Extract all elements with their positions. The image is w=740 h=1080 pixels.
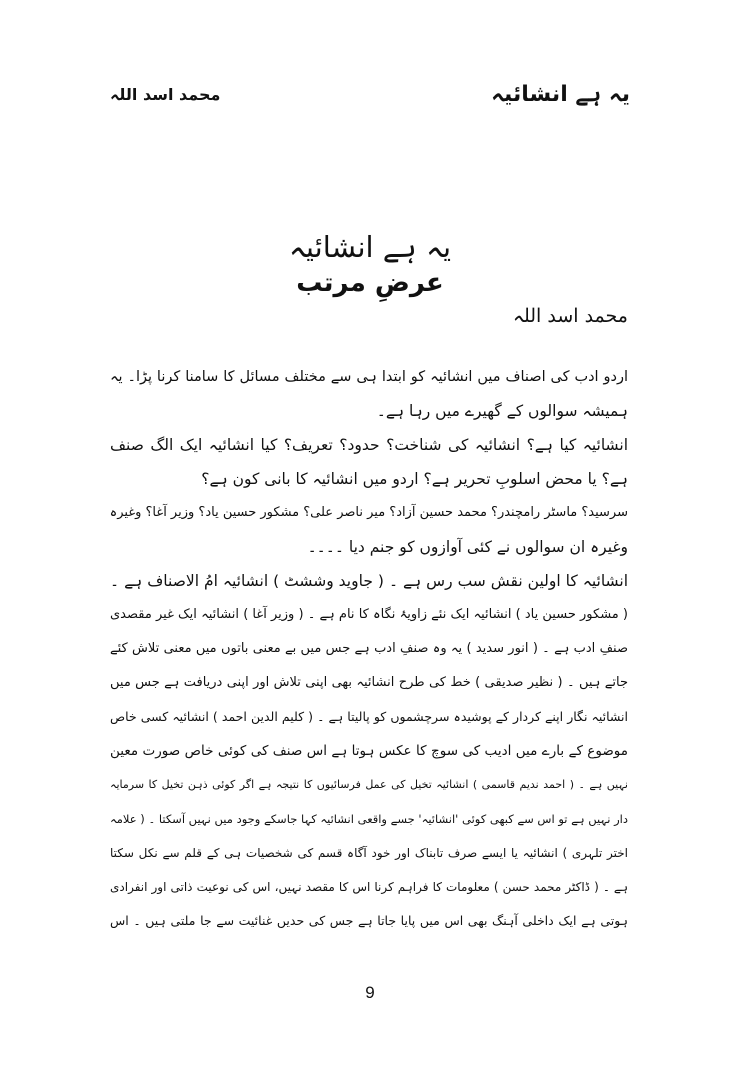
chapter-title: یہ ہے انشائیہ <box>288 230 452 264</box>
text-line: دار نہیں ہے تو اس سے کبھی کوئی 'انشائیہ' جسے واقعی انشائیہ کہا جاسکے وجود میں نہیں آسکتا ۔ ( علامہ <box>110 812 628 826</box>
text-line: موضوع کے بارے میں ادیب کی سوچ کا عکس ہوتا ہے اس صنف کی کوئی خاص صورت معین <box>110 743 628 759</box>
text-line: انشائیہ کیا ہے؟ انشائیہ کی شناخت؟ حدود؟ تعریف؟ کیا انشائیہ ایک الگ صنف <box>110 436 628 454</box>
text-line: ( مشکور حسین یاد ) انشائیہ ایک نئے زاویۂ نگاہ کا نام ہے ۔ ( وزیر آغا ) انشائیہ ایک غیر مقصدی <box>110 607 628 622</box>
text-line: انشائیہ نگار اپنے کردار کے پوشیدہ سرچشموں کو پالیتا ہے ۔ ( کلیم الدین احمد ) انشائیہ کسی خاص <box>110 709 628 724</box>
text-line: جاتے ہیں ۔ ( نظیر صدیقی ) خط کی طرح انشائیہ بھی اپنی تلاش اور اپنی دریافت ہے جس میں <box>110 675 628 690</box>
text-line: ہمیشہ سوالوں کے گھیرے میں رہا ہے۔ <box>376 402 628 420</box>
text-line: نہیں ہے ۔ ( احمد ندیم قاسمی ) انشائیہ تخیل کی عمل فرسائیوں کا نتیجہ ہے اگر کوئی ذہن تخیل کا سرمایہ <box>110 778 628 791</box>
chapter-heading <box>0 228 740 300</box>
header-book-title: یہ ہے انشائیہ <box>491 81 630 107</box>
text-line: ہے؟ یا محض اسلوبِ تحریر ہے؟ اردو میں انشائیہ کا بانی کون ہے؟ <box>201 470 628 488</box>
header-author: محمد اسد اللہ <box>110 84 221 104</box>
text-line: وغیرہ ان سوالوں نے کئی آوازوں کو جنم دیا ۔۔۔۔ <box>307 538 628 556</box>
text-line: صنفِ ادب ہے ۔ ( انور سدید ) یہ وہ صنفِ ادب ہے جس میں بے معنی باتوں میں معنی تلاش کئے <box>110 641 628 656</box>
page-number: 9 <box>365 983 375 1002</box>
chapter-byline: محمد اسد اللہ <box>512 305 628 327</box>
text-line: اردو ادب کی اصناف میں انشائیہ کو ابتدا ہی سے مختلف مسائل کا سامنا کرنا پڑا۔ یہ <box>110 369 628 385</box>
body-text <box>110 360 628 938</box>
text-line: ہے ۔ ( ڈاکٹر محمد حسن ) معلومات کا فراہم کرنا اس کا مقصد نہیں، اس کی نوعیت ذاتی اور انفرادی <box>110 880 628 894</box>
text-line: سرسید؟ ماسٹر رامچندر؟ محمد حسین آزاد؟ میر ناصر علی؟ مشکور حسین یاد؟ وزیر آغا؟ وغیرہ <box>110 505 628 520</box>
text-line: انشائیہ کا اولین نقش سب رس ہے ۔ ( جاوید وششٹ ) انشائیہ امُ الاصناف ہے ۔ <box>110 572 628 590</box>
running-header <box>110 76 630 112</box>
text-line: اختر تلہری ) انشائیہ یا ایسے صرف تابناک اور خود آگاہ قسم کی شخصیات ہی کے قلم سے نکل سکتا <box>110 846 628 860</box>
section-title: عرضِ مرتب <box>296 268 444 298</box>
text-line: ہوتی ہے ایک داخلی آہنگ بھی اس میں پایا جاتا ہے جس کی حدیں غنائیت سے جا ملتی ہیں ۔ اس <box>110 913 628 928</box>
